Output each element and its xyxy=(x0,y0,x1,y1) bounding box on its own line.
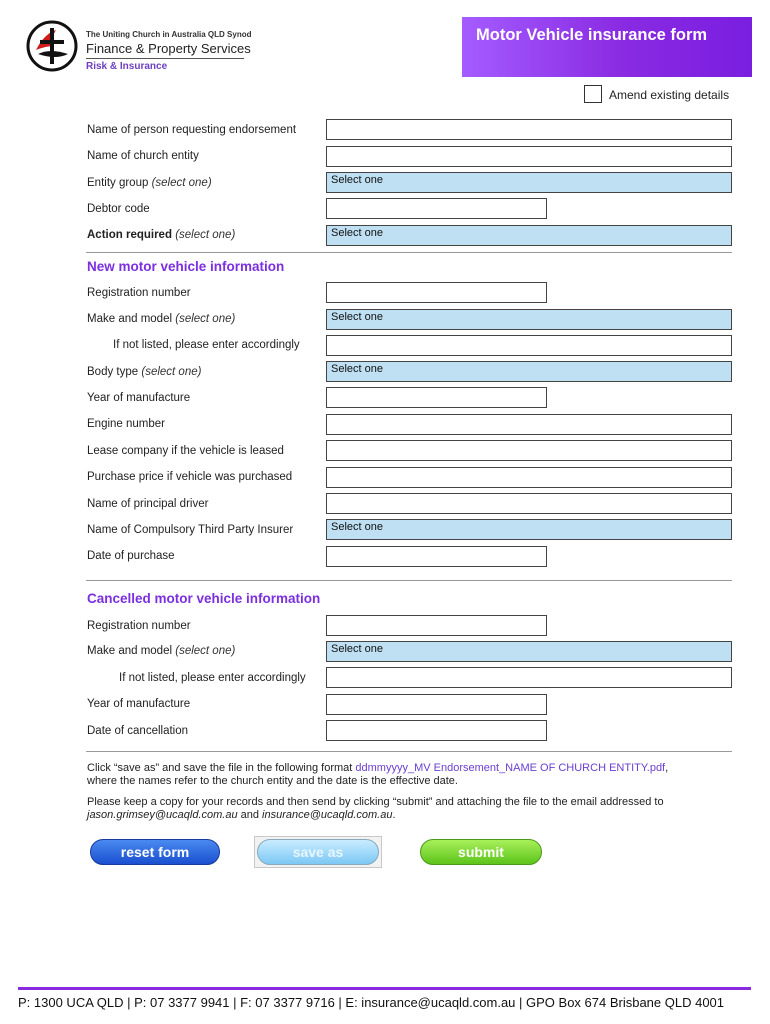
divider xyxy=(86,580,732,581)
engine-label: Engine number xyxy=(87,418,165,430)
cancel-year-input[interactable] xyxy=(326,694,547,715)
cancel-date-label: Date of cancellation xyxy=(87,725,189,737)
church-entity-input[interactable] xyxy=(326,146,732,167)
ctp-label: Name of Compulsory Third Party Insurer xyxy=(87,524,294,536)
action-label: Action required (select one) xyxy=(87,229,236,241)
org-name: Finance & Property Services xyxy=(86,41,251,56)
submit-button[interactable]: submit xyxy=(420,839,542,865)
lease-label: Lease company if the vehicle is leased xyxy=(87,445,284,457)
new-not-listed-label: If not listed, please enter accordingly xyxy=(113,339,300,351)
org-subtitle: Risk & Insurance xyxy=(86,61,168,72)
filename-format: ddmmyyyy_MV Endorsement_NAME OF CHURCH ENTITY.pdf xyxy=(355,762,666,774)
cancel-make-select[interactable]: Select one xyxy=(326,641,732,662)
cancelled-vehicle-heading: Cancelled motor vehicle information xyxy=(87,591,321,606)
purchase-price-input[interactable] xyxy=(326,467,732,488)
purchase-date-label: Date of purchase xyxy=(87,550,175,562)
engine-number-input[interactable] xyxy=(326,414,732,435)
price-label: Purchase price if vehicle was purchased xyxy=(87,471,293,483)
requester-name-input[interactable] xyxy=(326,119,732,140)
uniting-church-logo xyxy=(26,20,78,72)
org-small-title: The Uniting Church in Australia QLD Synod xyxy=(86,30,252,39)
cancel-make-label: Make and model (select one) xyxy=(87,645,236,657)
cancel-rego-label: Registration number xyxy=(87,620,191,632)
footer-rule xyxy=(18,987,751,990)
body-label: Body type (select one) xyxy=(87,366,202,378)
form-title: Motor Vehicle insurance form xyxy=(476,26,708,44)
divider xyxy=(86,751,732,752)
debtor-label: Debtor code xyxy=(87,203,150,215)
purchase-date-input[interactable] xyxy=(326,546,547,567)
new-vehicle-heading: New motor vehicle information xyxy=(87,259,285,274)
new-not-listed-input[interactable] xyxy=(326,335,732,356)
new-year-label: Year of manufacture xyxy=(87,392,191,404)
reset-form-button[interactable]: reset form xyxy=(90,839,220,865)
new-rego-label: Registration number xyxy=(87,287,191,299)
church-label: Name of church entity xyxy=(87,150,199,162)
new-make-label: Make and model (select one) xyxy=(87,313,236,325)
body-type-select[interactable]: Select one xyxy=(326,361,732,382)
save-instructions: Click “save as” and save the file in the following format ddmmyyyy_MV Endorsement_NAME OF CHURCH ENTITY.pdf, where the names refer to the church entity and the date is the effective date. xyxy=(87,762,669,787)
cancel-year-label: Year of manufacture xyxy=(87,698,191,710)
title-banner xyxy=(462,17,752,77)
new-rego-input[interactable] xyxy=(326,282,547,303)
new-year-input[interactable] xyxy=(326,387,547,408)
name-label: Name of person requesting endorsement xyxy=(87,124,297,136)
cancel-not-listed-label: If not listed, please enter accordingly xyxy=(119,672,306,684)
cancel-rego-input[interactable] xyxy=(326,615,547,636)
debtor-code-input[interactable] xyxy=(326,198,547,219)
entity-label: Entity group (select one) xyxy=(87,177,212,189)
amend-checkbox[interactable] xyxy=(584,85,602,103)
principal-driver-input[interactable] xyxy=(326,493,732,514)
cancel-not-listed-input[interactable] xyxy=(326,667,732,688)
action-required-select[interactable]: Select one xyxy=(326,225,732,246)
cancel-date-input[interactable] xyxy=(326,720,547,741)
driver-label: Name of principal driver xyxy=(87,498,209,510)
new-make-select[interactable]: Select one xyxy=(326,309,732,330)
amend-label: Amend existing details xyxy=(609,88,730,102)
footer-contact: P: 1300 UCA QLD | P: 07 3377 9941 | F: 07 3377 9716 | E: insurance@ucaqld.com.au | GPO Box 674 Brisbane QLD 4001 xyxy=(18,995,725,1010)
ctp-insurer-select[interactable]: Select one xyxy=(326,519,732,540)
lease-company-input[interactable] xyxy=(326,440,732,461)
org-divider xyxy=(86,58,244,59)
submit-instructions: Please keep a copy for your records and then send by clicking “submit” and attaching the file to the email addressed to jason.grimsey@ucaqld.com.au and insurance@ucaqld.com.au. xyxy=(87,796,664,821)
save-as-button[interactable]: save as xyxy=(257,839,379,865)
email-insurance[interactable]: insurance@ucaqld.com.au xyxy=(262,809,393,821)
entity-group-select[interactable]: Select one xyxy=(326,172,732,193)
divider xyxy=(86,252,732,253)
email-jason[interactable]: jason.grimsey@ucaqld.com.au xyxy=(87,809,238,821)
